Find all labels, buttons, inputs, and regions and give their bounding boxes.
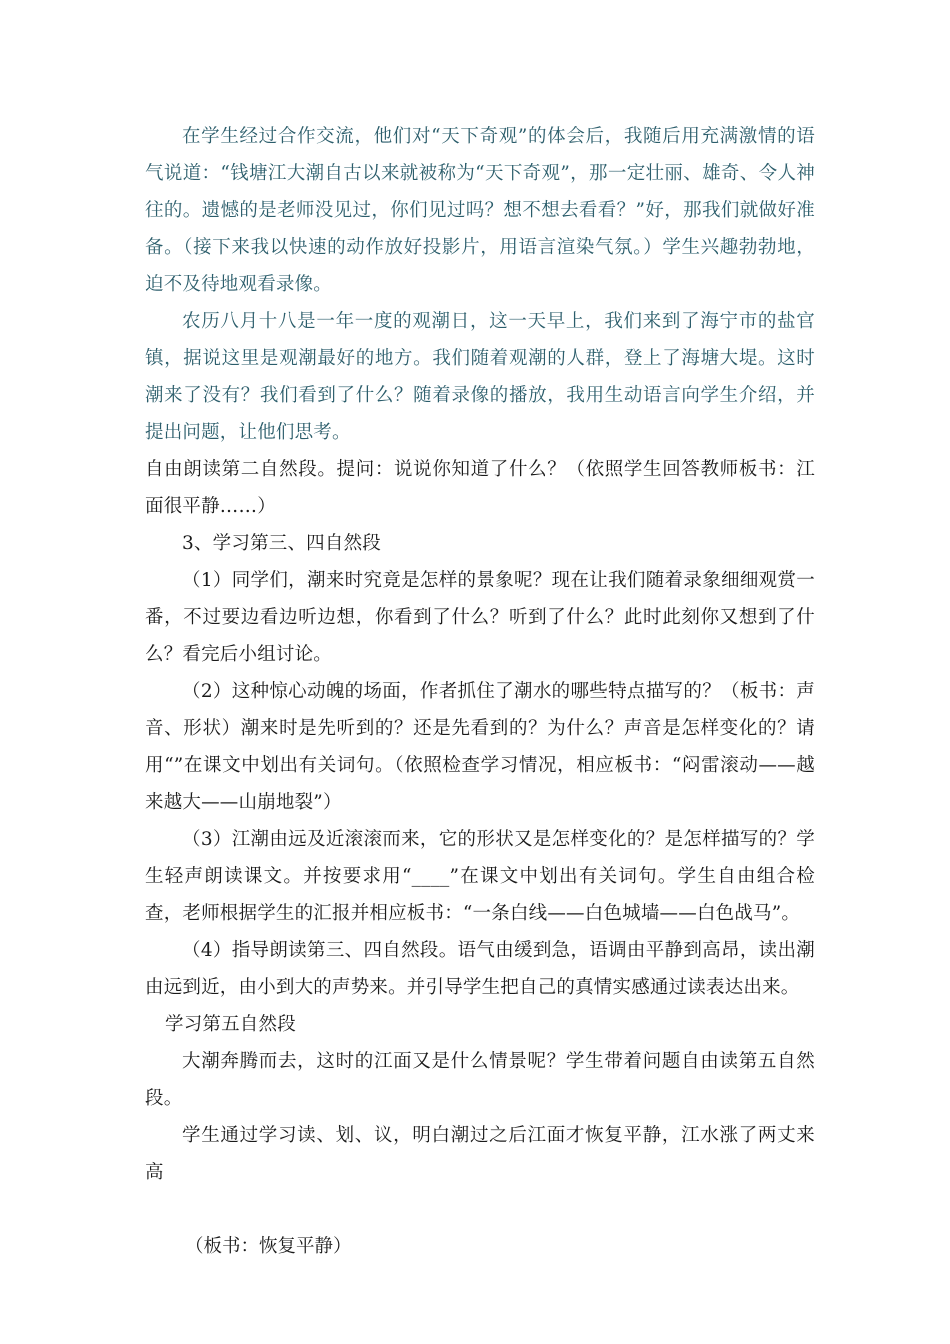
paragraph-intro: 在学生经过合作交流，他们对“天下奇观”的体会后，我随后用充满激情的语气说道：“钱塘江大潮自古以来就被称为“天下奇观”，那一定壮丽、雄奇、令人神往的。遗憾的是老师没见过，你们见过吗？想不想去看看？”好，那我们就做好准备。（接下来我以快速的动作放好投影片，用语言渲染气氛。）学生兴趣勃勃地，迫不及待地观看录像。	[145, 126, 815, 295]
paragraph-step-4: （4）指导朗读第三、四自然段。语气由缓到急，语调由平静到高昂，读出潮由远到近，由小到大的声势来。并引导学生把自己的真情实感通过读表达出来。	[145, 940, 815, 998]
paragraph-fifth-question: 大潮奔腾而去，这时的江面又是什么情景呢？学生带着问题自由读第五自然段。	[145, 1051, 815, 1109]
section-heading-five: 学习第五自然段	[165, 1014, 296, 1035]
paragraph-read-second: 自由朗读第二自然段。提问：说说你知道了什么？（依照学生回答教师板书：江面很平静……）	[145, 459, 815, 517]
paragraph-fifth-result: 学生通过学习读、划、议，明白潮过之后江面才恢复平静，江水涨了两丈来高	[145, 1125, 815, 1183]
document-page	[145, 118, 815, 1265]
paragraph-step-1: （1）同学们，潮来时究竟是怎样的景象呢？现在让我们随着录象细细观赏一番，不过要边看边听边想，你看到了什么？听到了什么？此时此刻你又想到了什么？看完后小组讨论。	[145, 570, 815, 665]
paragraph-step-3: （3）江潮由远及近滚滚而来，它的形状又是怎样变化的？是怎样描写的？学生轻声朗读课文。并按要求用“____”在课文中划出有关词句。学生自由组合检查，老师根据学生的汇报并相应板书：“一条白线——白色城墙——白色战马”。	[145, 829, 815, 924]
paragraph-observation-day: 农历八月十八是一年一度的观潮日，这一天早上，我们来到了海宁市的盐官镇，据说这里是观潮最好的地方。我们随着观潮的人群，登上了海塘大堤。这时潮来了没有？我们看到了什么？随着录像的播放，我用生动语言向学生介绍，并提出问题，让他们思考。	[145, 311, 815, 443]
section-heading-three-four: 3、学习第三、四自然段	[182, 533, 381, 554]
board-note: （板书：恢复平静）	[185, 1236, 352, 1257]
blank-line	[145, 1191, 815, 1228]
paragraph-step-2: （2）这种惊心动魄的场面，作者抓住了潮水的哪些特点描写的？（板书：声音、形状）潮来时是先听到的？还是先看到的？为什么？声音是怎样变化的？请用“”在课文中划出有关词句。（依照检查学习情况，相应板书：“闷雷滚动——越来越大——山崩地裂”）	[145, 681, 815, 813]
